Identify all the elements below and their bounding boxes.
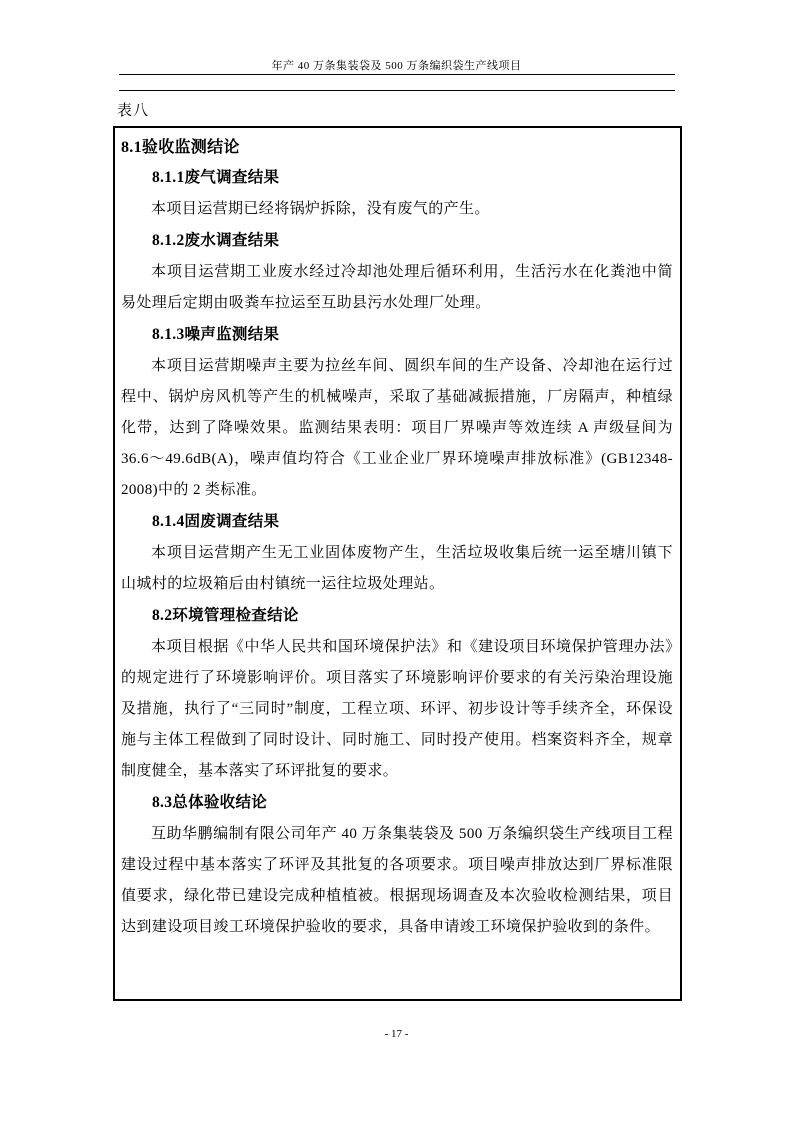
section-paragraph-8-1-4: 本项目运营期产生无工业固体废物产生，生活垃圾收集后统一运至塘川镇下山城村的垃圾箱后由村镇统一运往垃圾处理站。 <box>121 545 673 592</box>
page-number: - 17 - <box>384 1028 409 1040</box>
header-rule-bottom <box>119 90 675 91</box>
section-heading-8-1: 8.1验收监测结论 <box>121 139 240 156</box>
page-header-title: 年产 40 万条集装袋及 500 万条编织袋生产线项目 <box>271 60 522 72</box>
section-paragraph-8-1-2: 本项目运营期工业废水经过冷却池处理后循环利用，生活污水在化粪池中简易处理后定期由吸粪车拉运至互助县污水处理厂处理。 <box>121 264 673 311</box>
section-heading-8-3: 8.3总体验收结论 <box>152 794 268 811</box>
section-heading-8-1-2: 8.1.2废水调查结果 <box>152 232 280 249</box>
section-paragraph-8-3: 互助华鹏编制有限公司年产 40 万条集装袋及 500 万条编织袋生产线项目工程建设过程中基本落实了环评及其批复的各项要求。项目噪声排放达到厂界标准限值要求，绿化带已建设完成种植植被。根据现场调查及本次验收检测结果，项目达到建设项目竣工环境保护验收的要求，具备申请竣工环境保护验收到的条件。 <box>121 826 673 935</box>
section-heading-8-1-3: 8.1.3噪声监测结果 <box>152 326 280 343</box>
content-box <box>113 126 682 1001</box>
section-heading-8-2: 8.2环境管理检查结论 <box>152 607 299 624</box>
section-heading-8-1-4: 8.1.4固废调查结果 <box>152 513 280 530</box>
table-label: 表八 <box>117 103 150 119</box>
section-paragraph-8-1-3: 本项目运营期噪声主要为拉丝车间、圆织车间的生产设备、冷却池在运行过程中、锅炉房风机等产生的机械噪声，采取了基础减振措施，厂房隔声，种植绿化带，达到了降噪效果。监测结果表明：项目厂界噪声等效连续 A 声级昼间为 36.6～49.6dB(A)，噪声值均符合《工业企业厂界环境噪声排放标准》(GB12348-2008)中的 2 类标准。 <box>121 358 673 498</box>
section-paragraph-8-1-1: 本项目运营期已经将锅炉拆除，没有废气的产生。 <box>151 201 490 217</box>
header-rule-top <box>119 74 675 75</box>
section-heading-8-1-1: 8.1.1废气调查结果 <box>152 169 280 186</box>
section-paragraph-8-2: 本项目根据《中华人民共和国环境保护法》和《建设项目环境保护管理办法》的规定进行了环境影响评价。项目落实了环境影响评价要求的有关污染治理设施及措施，执行了“三同时”制度，工程立项、环评、初步设计等手续齐全，环保设施与主体工程做到了同时设计、同时施工、同时投产使用。档案资料齐全，规章制度健全，基本落实了环评批复的要求。 <box>121 639 673 779</box>
